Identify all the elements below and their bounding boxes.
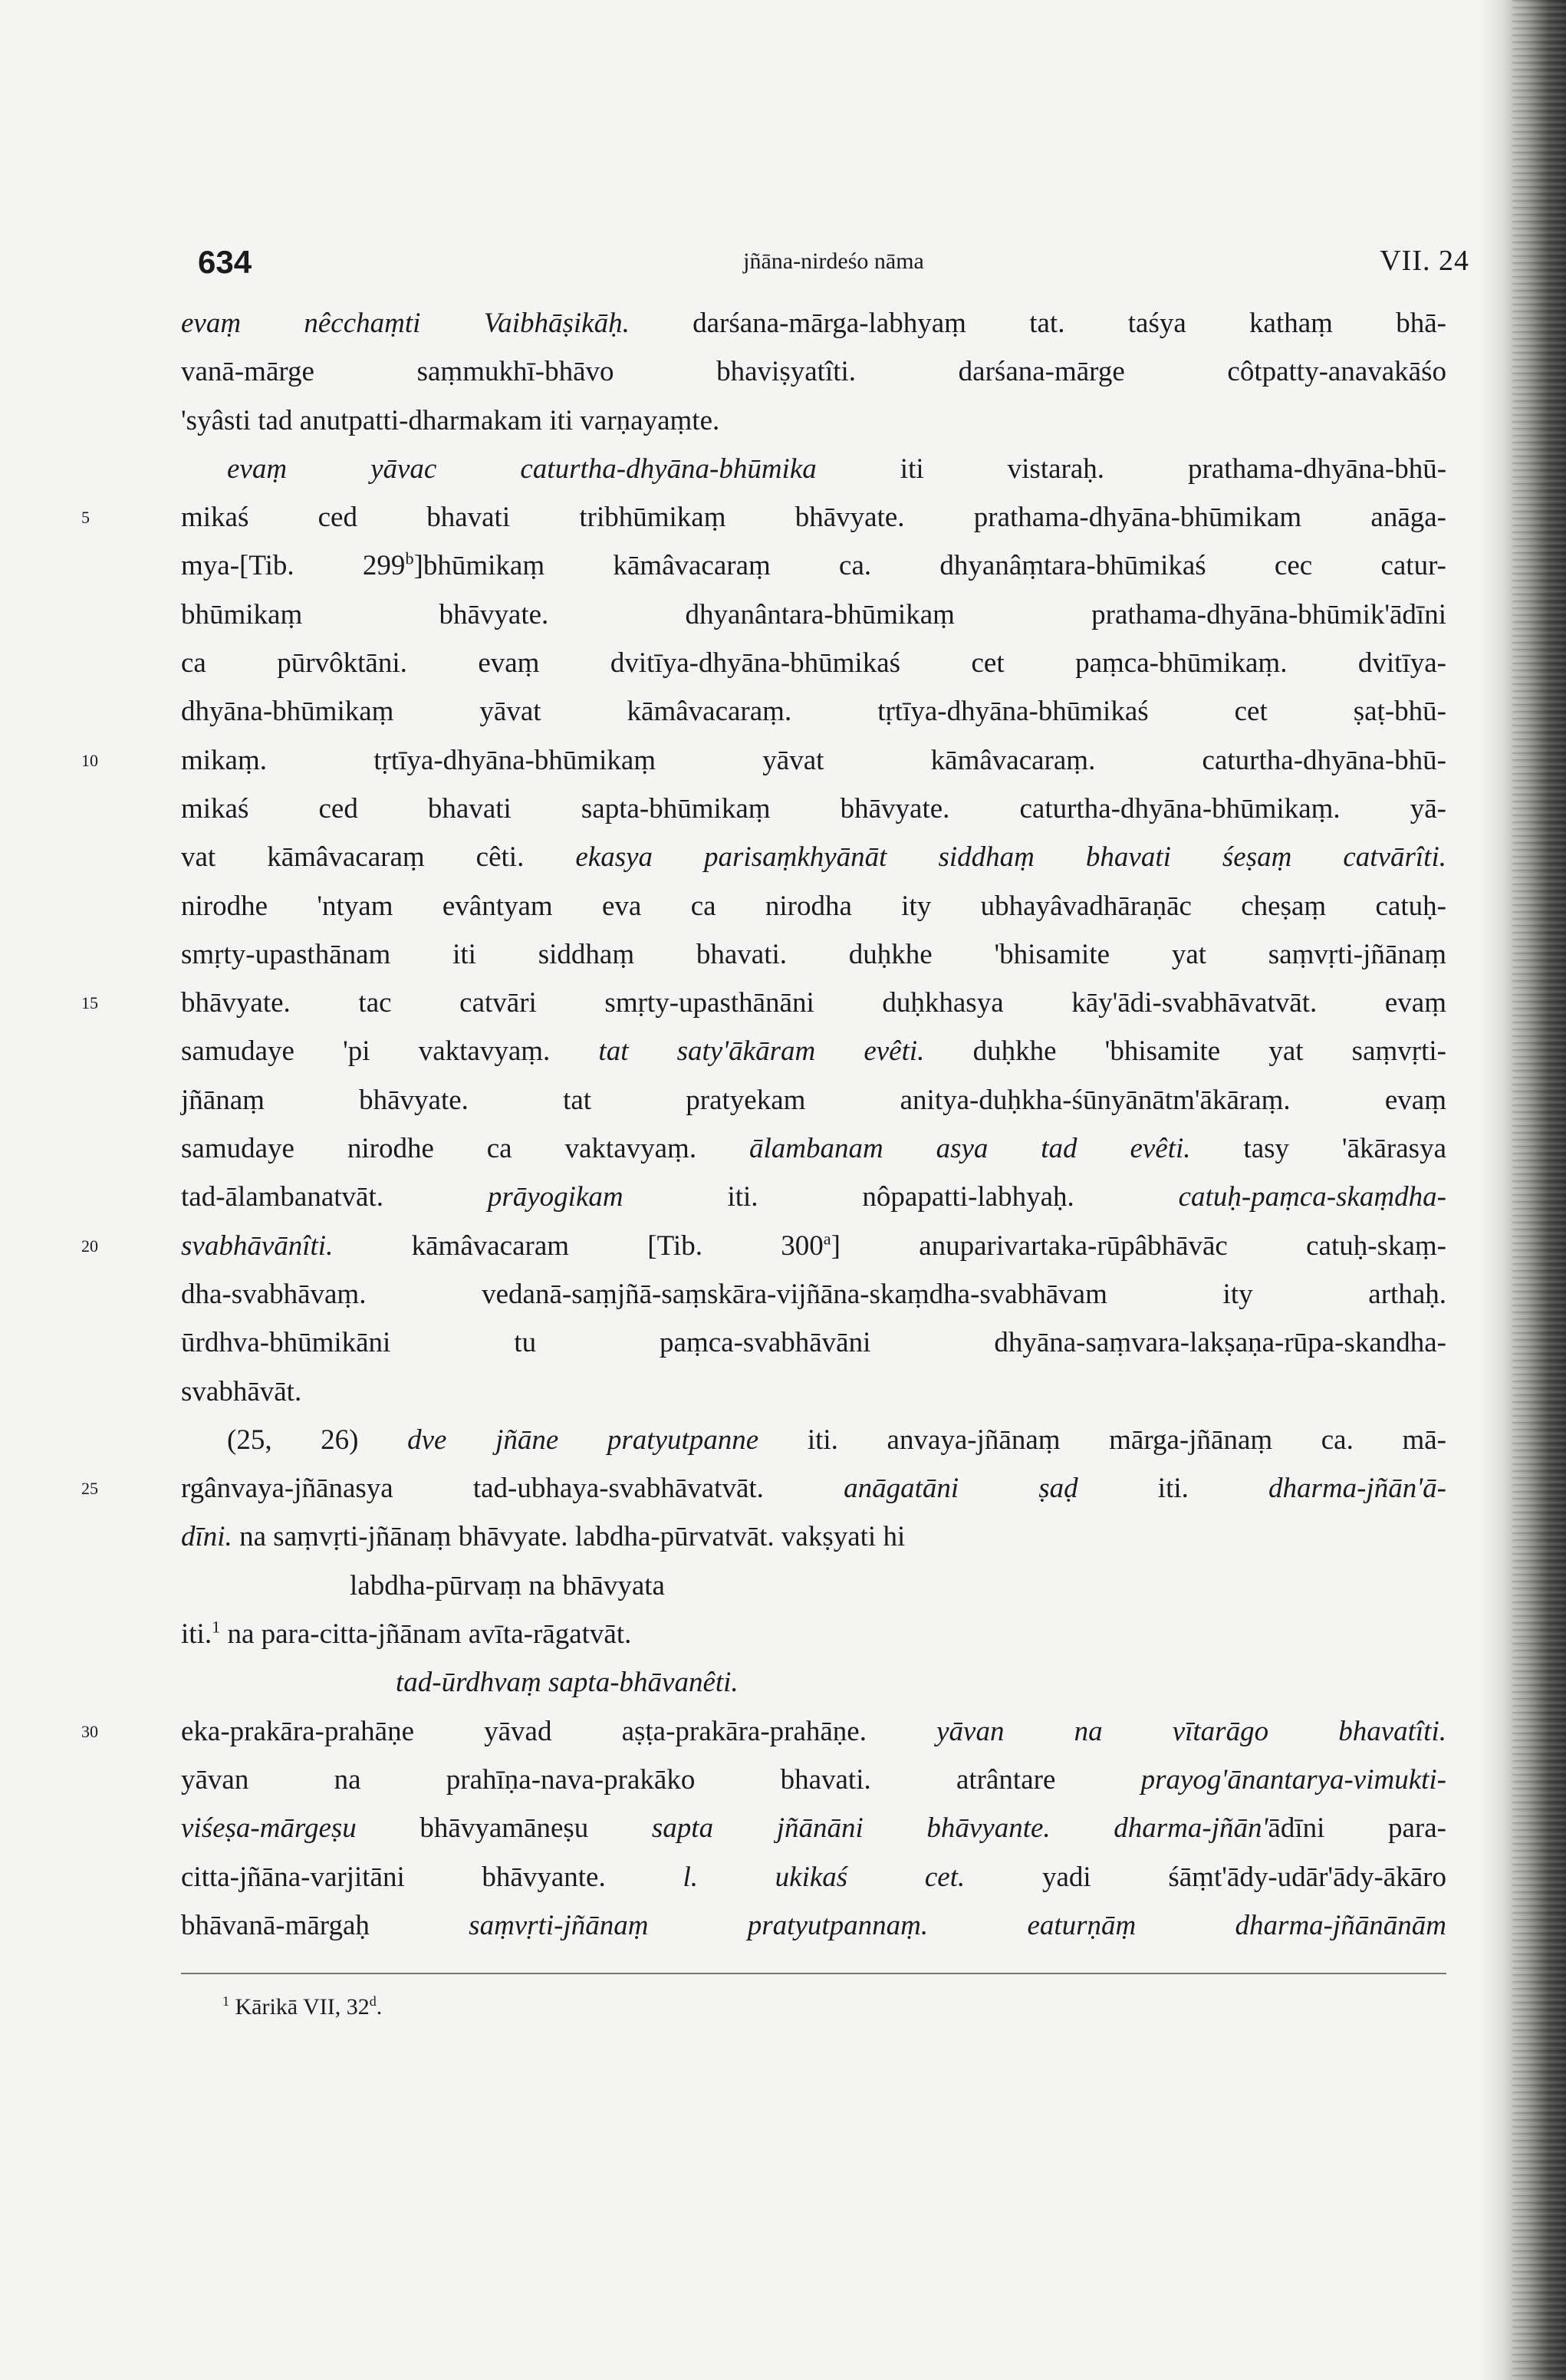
text-line [81, 1707, 1446, 1756]
text-run: citta-jñāna-varjitāni bhāvyante. [181, 1861, 683, 1893]
line-number: 15 [81, 993, 98, 1013]
text-run: smṛty-upasthānam iti siddhaṃ bhavati. duḥkhe 'bhisamite yat saṃvṛti-jñānaṃ [181, 938, 1446, 970]
text-run: iti vistaraḥ. prathama-dhyāna-bhū- [816, 453, 1447, 485]
text-run: ādīni para- [1268, 1812, 1446, 1845]
italic-text: prāyogikam [487, 1181, 623, 1213]
text-line [181, 1804, 1446, 1852]
text-run: iti. anvaya-jñānaṃ mārga-jñānaṃ ca. mā- [758, 1424, 1446, 1456]
italic-text: l. ukikaś cet. [683, 1861, 966, 1893]
text-line [181, 397, 1446, 445]
text-run: na para-citta-jñānam avīta-rāgatvāt. [220, 1618, 632, 1651]
text-run: mikaś ced bhavati sapta-bhūmikaṃ bhāvyate. caturtha-dhyāna-bhūmikaṃ. yā- [181, 792, 1446, 825]
main-text [81, 299, 1447, 1950]
page-header [198, 244, 1469, 290]
text-run: samudaye nirodhe ca vaktavyaṃ. [181, 1133, 749, 1165]
text-line [181, 1901, 1446, 1950]
italic-text: dharma-jñān'ā- [1268, 1473, 1447, 1505]
text-run: mya-[Tib. 299 [181, 550, 406, 582]
text-run: dha-svabhāvaṃ. vedanā-saṃjñā-saṃskāra-vijñāna-skaṃdha-svabhāvam ity arthaḥ. [181, 1278, 1446, 1310]
text-run: duḥkhe 'bhisamite yat saṃvṛti- [924, 1035, 1446, 1068]
text-run: (25, 26) [227, 1424, 408, 1456]
text-line [181, 1270, 1446, 1318]
text-line [181, 1416, 1446, 1464]
text-line [181, 1076, 1446, 1124]
text-run: dhyāna-bhūmikaṃ yāvat kāmâvacaraṃ. tṛtīya-dhyāna-bhūmikaś cet ṣaṭ-bhū- [181, 696, 1446, 728]
text-line [181, 1658, 1446, 1707]
text-line [181, 542, 1446, 590]
text-run: rgânvaya-jñānasya tad-ubhaya-svabhāvatvāt. [181, 1473, 844, 1505]
italic-text: svabhāvānîti. [181, 1230, 334, 1262]
text-run: mikaṃ. tṛtīya-dhyāna-bhūmikaṃ yāvat kāmâvacaraṃ. caturtha-dhyāna-bhū- [181, 744, 1446, 776]
footnote-marker: 1 [222, 1993, 229, 2009]
text-line [181, 299, 1446, 347]
italic-text: dve jñāne pratyutpanne [407, 1424, 759, 1456]
text-run: 'syâsti tad anutpatti-dharmakam iti varṇayaṃte. [181, 404, 720, 436]
footnote-separator [181, 1973, 1446, 1974]
italic-text: viśeṣa-mārgeṣu [181, 1812, 357, 1845]
line-number: 30 [81, 1721, 98, 1741]
text-run: bhūmikaṃ bhāvyate. dhyanântara-bhūmikaṃ prathama-dhyāna-bhūmik'ādīni [181, 598, 1446, 630]
text-line [81, 493, 1446, 542]
italic-text: yāvan na vītarāgo bhavatîti. [936, 1715, 1446, 1747]
text-line [181, 445, 1446, 493]
italic-text: eaturṇāṃ dharma-jñānānām [1027, 1909, 1446, 1941]
text-run: bhāvanā-mārgaḥ [181, 1909, 469, 1941]
italic-text: sapta jñānāni bhāvyante. [651, 1812, 1051, 1845]
superscript: 1 [212, 1617, 221, 1637]
superscript: a [823, 1229, 831, 1249]
text-line [81, 1464, 1447, 1513]
text-line [181, 930, 1446, 979]
italic-text: ekasya parisaṃkhyānāt siddhaṃ bhavati śeṣaṃ catvārîti. [575, 841, 1446, 874]
text-line [181, 1027, 1446, 1075]
text-run: iti. [181, 1618, 212, 1651]
italic-text: dharma-jñān' [1114, 1812, 1268, 1845]
text-run: kāmâvacaram [Tib. 300 [333, 1230, 824, 1262]
text-line [181, 785, 1446, 833]
text-run: tad-ālambanatvāt. [181, 1181, 488, 1213]
text-line [181, 639, 1446, 687]
italic-text: evaṃ nêcchaṃti Vaibhāṣikāḥ. [181, 308, 630, 339]
text-line [181, 1173, 1446, 1221]
italic-text: tat saty'ākāram evêti. [598, 1035, 925, 1068]
text-run: vat kāmâvacaraṃ cêti. [181, 841, 576, 874]
text-run: svabhāvāt. [181, 1375, 302, 1407]
text-run: iti. [1077, 1473, 1269, 1505]
italic-text: prayog'ānantarya-vimukti- [1140, 1763, 1446, 1796]
text-run [1051, 1812, 1114, 1844]
text-line [181, 1368, 1446, 1416]
page-number: 634 [198, 244, 252, 280]
text-line [181, 1318, 1446, 1367]
line-number: 20 [81, 1236, 98, 1256]
text-run: labdha-pūrvaṃ na bhāvyata [350, 1569, 665, 1601]
text-line [181, 687, 1446, 736]
text-line [181, 1562, 1446, 1610]
text-run: samudaye 'pi vaktavyaṃ. [181, 1035, 599, 1068]
footnote-end: . [376, 1994, 383, 2020]
text-run: ūrdhva-bhūmikāni tu paṃca-svabhāvāni dhyāna-saṃvara-lakṣaṇa-rūpa-skandha- [181, 1327, 1446, 1359]
text-line [181, 833, 1446, 881]
text-line [181, 1853, 1446, 1901]
italic-text: saṃvṛti-jñānaṃ pratyutpannaṃ. [469, 1909, 929, 1941]
italic-text: dīni. [181, 1521, 232, 1553]
superscript: b [405, 549, 414, 569]
italic-text: catuḥ-paṃca-skaṃdha- [1178, 1181, 1446, 1213]
running-title: jñāna-nirdeśo nāma [743, 249, 924, 274]
text-run [928, 1910, 1027, 1941]
text-run: ca pūrvôktāni. evaṃ dvitīya-dhyāna-bhūmikaś cet paṃca-bhūmikaṃ. dvitīya- [181, 647, 1446, 680]
binding-grain [1512, 0, 1566, 2380]
text-run: bhāvyate. tac catvāri smṛty-upasthānāni duḥkhasya kāy'ādi-svabhāvatvāt. evaṃ [181, 987, 1446, 1019]
footnote-sup: d [369, 1993, 377, 2009]
line-number: 5 [81, 508, 90, 528]
text-line [81, 979, 1446, 1027]
text-run: tasy 'ākārasya [1190, 1133, 1446, 1165]
text-line [181, 1513, 1446, 1561]
text-line [181, 882, 1446, 930]
text-line [81, 1222, 1446, 1270]
text-line [81, 736, 1446, 785]
text-run: yadi śāṃt'ādy-udār'ādy-ākāro [965, 1861, 1446, 1893]
text-run: mikaś ced bhavati tribhūmikaṃ bhāvyate. prathama-dhyāna-bhūmikam anāga- [181, 502, 1446, 534]
text-run: na saṃvṛti-jñānaṃ bhāvyate. labdha-pūrvatvāt. vakṣyati hi [232, 1521, 906, 1553]
text-run: jñānaṃ bhāvyate. tat pratyekam anitya-duḥkha-śūnyānātm'ākāraṃ. evaṃ [181, 1084, 1446, 1116]
italic-text: tad-ūrdhvaṃ sapta-bhāvanêti. [396, 1667, 739, 1699]
text-line [181, 1124, 1446, 1173]
text-run: ]bhūmikaṃ kāmâvacaraṃ ca. dhyanâṃtara-bhūmikaś cec catur- [413, 550, 1446, 582]
footnote [222, 1994, 382, 2020]
text-run: eka-prakāra-prahāṇe yāvad aṣṭa-prakāra-prahāṇe. [181, 1715, 937, 1747]
text-line [181, 347, 1446, 396]
italic-text: evaṃ yāvac caturtha-dhyāna-bhūmika [227, 453, 817, 485]
line-number: 25 [81, 1479, 98, 1499]
italic-text: anāgatāni ṣaḍ [844, 1473, 1078, 1505]
line-number: 10 [81, 750, 98, 770]
text-line [181, 591, 1446, 639]
text-line [181, 1756, 1446, 1804]
text-run: nirodhe 'ntyam evântyam eva ca nirodha ity ubhayâvadhāraṇāc cheṣaṃ catuḥ- [181, 890, 1446, 922]
text-run: iti. nôpapatti-labhyaḥ. [623, 1181, 1179, 1213]
italic-text: ālambanam asya tad evêti. [748, 1133, 1191, 1165]
text-run: bhāvyamāneṣu [356, 1812, 652, 1845]
text-run: darśana-mārga-labhyaṃ tat. taśya kathaṃ bhā- [629, 308, 1446, 339]
section-reference: VII. 24 [1380, 245, 1469, 277]
text-run: vanā-mārge saṃmukhī-bhāvo bhaviṣyatîti. darśana-mārge côtpatty-anavakāśo [181, 356, 1446, 388]
text-line [181, 1610, 1446, 1658]
text-run: ] anuparivartaka-rūpâbhāvāc catuḥ-skaṃ- [831, 1230, 1446, 1262]
text-run: yāvan na prahīṇa-nava-prakāko bhavati. atrântare [181, 1763, 1141, 1796]
footnote-text: Kārikā VII, 32 [235, 1994, 370, 2020]
